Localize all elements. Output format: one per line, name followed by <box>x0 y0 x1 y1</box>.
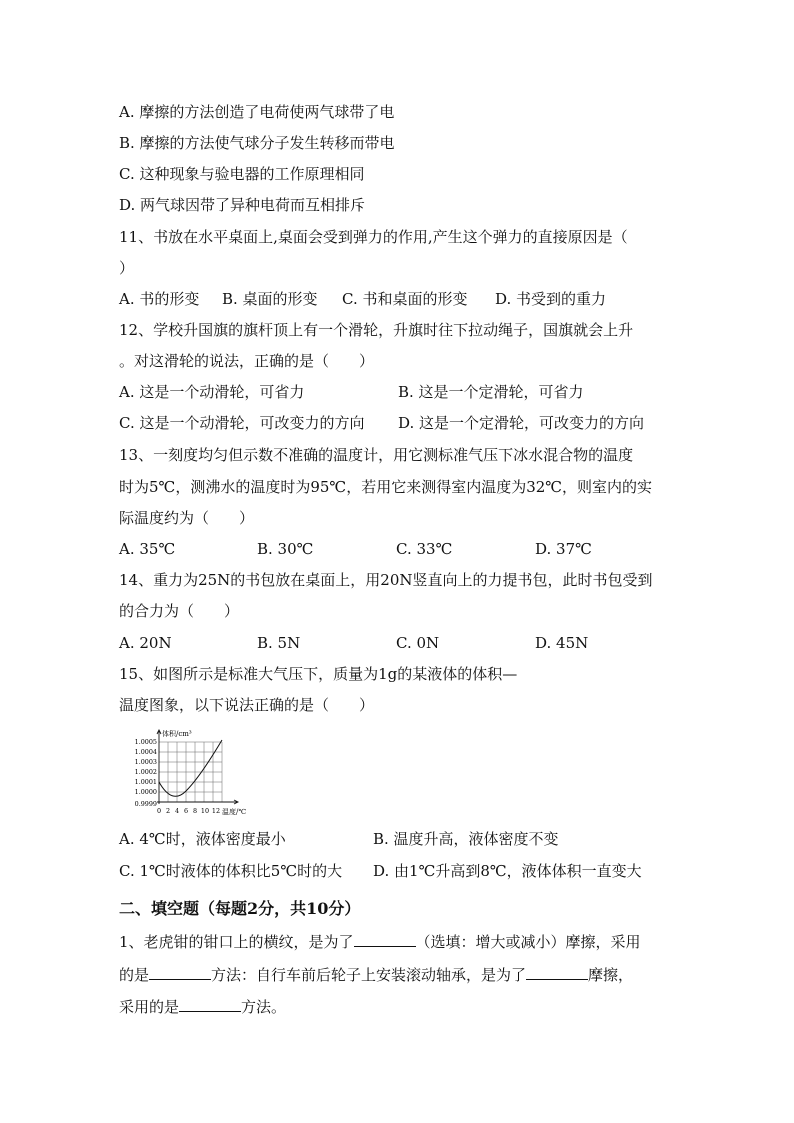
fill-q1-text: （选填：增大或减小）摩擦，采用 <box>415 933 641 951</box>
q10-option-a: A. 摩擦的方法创造了电荷使两气球带了电 <box>119 103 395 121</box>
ytick: 1.0002 <box>134 768 157 776</box>
q15-option-d: D. 由1℃升高到8℃，液体体积一直变大 <box>373 862 642 880</box>
q14-option-b: B. 5N <box>257 634 301 652</box>
fill-q1-text: 方法。 <box>241 998 287 1016</box>
xtick: 0 <box>156 807 162 815</box>
ytick: 1.0000 <box>134 788 157 796</box>
section-title: 二、填空题（每题2分，共10分） <box>119 899 361 918</box>
xtick: 8 <box>192 807 198 815</box>
ytick: 1.0005 <box>134 738 157 746</box>
q12-option-c: C. 这是一个动滑轮，可改变力的方向 <box>119 414 365 432</box>
answer-blank-1[interactable] <box>354 932 416 947</box>
x-axis-label: 温度/℃ <box>222 808 247 816</box>
fill-q1-line1 <box>119 932 641 952</box>
q12-option-d: D. 这是一个定滑轮，可改变力的方向 <box>398 414 645 432</box>
ytick: 1.0004 <box>134 748 157 756</box>
q10-option-b: B. 摩擦的方法使气球分子发生转移而带电 <box>119 134 395 152</box>
q14-option-a: A. 20N <box>119 634 172 652</box>
q11-option-d: D. 书受到的重力 <box>495 290 607 308</box>
q11-option-c: C. 书和桌面的形变 <box>342 290 468 308</box>
xtick: 10 <box>200 807 210 815</box>
q14-stem-line1: 14、重力为25N的书包放在桌面上，用20N竖直向上的力提书包，此时书包受到 <box>119 571 653 589</box>
q15-option-a: A. 4℃时，液体密度最小 <box>119 830 286 848</box>
fill-q1-text: 1、老虎钳的钳口上的横纹，是为了 <box>119 933 354 951</box>
q12-option-b: B. 这是一个定滑轮，可省力 <box>398 383 584 401</box>
q15-option-b: B. 温度升高，液体密度不变 <box>373 830 559 848</box>
fill-q1-text: 摩擦， <box>588 966 634 984</box>
q13-stem-line3: 际温度约为（ ） <box>119 509 255 527</box>
q15-option-c: C. 1℃时液体的体积比5℃时的大 <box>119 862 343 880</box>
q15-stem-line1: 15、如图所示是标准大气压下，质量为1g的某液体的体积— <box>119 665 518 683</box>
fill-q1-text: 的是 <box>119 966 150 984</box>
q13-option-b: B. 30℃ <box>257 540 314 558</box>
q10-option-d: D. 两气球因带了异种电荷而互相排斥 <box>119 196 366 214</box>
q13-option-d: D. 37℃ <box>535 540 592 558</box>
q14-option-d: D. 45N <box>535 634 589 652</box>
q13-stem-line2: 时为5℃，测沸水的温度时为95℃，若用它来测得室内温度为32℃，则室内的实 <box>119 478 653 496</box>
fill-q1-text: 方法：自行车前后轮子上安装滚动轴承，是为了 <box>211 966 527 984</box>
xtick: 4 <box>174 807 180 815</box>
q14-stem-line2: 的合力为（ ） <box>119 602 240 620</box>
answer-blank-2[interactable] <box>149 965 211 980</box>
y-axis-label: 体积/cm³ <box>162 730 192 738</box>
q13-option-c: C. 33℃ <box>396 540 453 558</box>
volume-temperature-figure <box>126 728 266 820</box>
volume-curve <box>159 740 222 796</box>
q12-option-a: A. 这是一个动滑轮，可省力 <box>119 383 305 401</box>
q15-stem-line2: 温度图象，以下说法正确的是（ ） <box>119 696 375 714</box>
q13-option-a: A. 35℃ <box>119 540 176 558</box>
q10-option-c: C. 这种现象与验电器的工作原理相同 <box>119 165 365 183</box>
q14-option-c: C. 0N <box>396 634 440 652</box>
answer-blank-4[interactable] <box>179 997 241 1012</box>
ytick: 1.0001 <box>134 778 157 786</box>
ytick: 0.9999 <box>134 800 157 808</box>
q12-stem-line1: 12、学校升国旗的旗杆顶上有一个滑轮，升旗时往下拉动绳子，国旗就会上升 <box>119 321 634 339</box>
xtick: 12 <box>211 807 221 815</box>
q13-stem-line1: 13、一刻度均匀但示数不准确的温度计，用它测标准气压下冰水混合物的温度 <box>119 446 634 464</box>
answer-blank-3[interactable] <box>526 965 588 980</box>
q11-stem-line1: 11、书放在水平桌面上,桌面会受到弹力的作用,产生这个弹力的直接原因是（ <box>119 228 628 246</box>
ytick: 1.0003 <box>134 758 157 766</box>
fill-q1-line3 <box>119 997 286 1017</box>
q11-stem-line2: ） <box>119 259 135 277</box>
fill-q1-line2 <box>119 965 633 985</box>
q11-option-a: A. 书的形变 <box>119 290 200 308</box>
q12-stem-line2: 。对这滑轮的说法，正确的是（ ） <box>119 352 375 370</box>
xtick: 6 <box>183 807 189 815</box>
fill-q1-text: 采用的是 <box>119 998 180 1016</box>
xtick: 2 <box>165 807 171 815</box>
q11-option-b: B. 桌面的形变 <box>222 290 318 308</box>
